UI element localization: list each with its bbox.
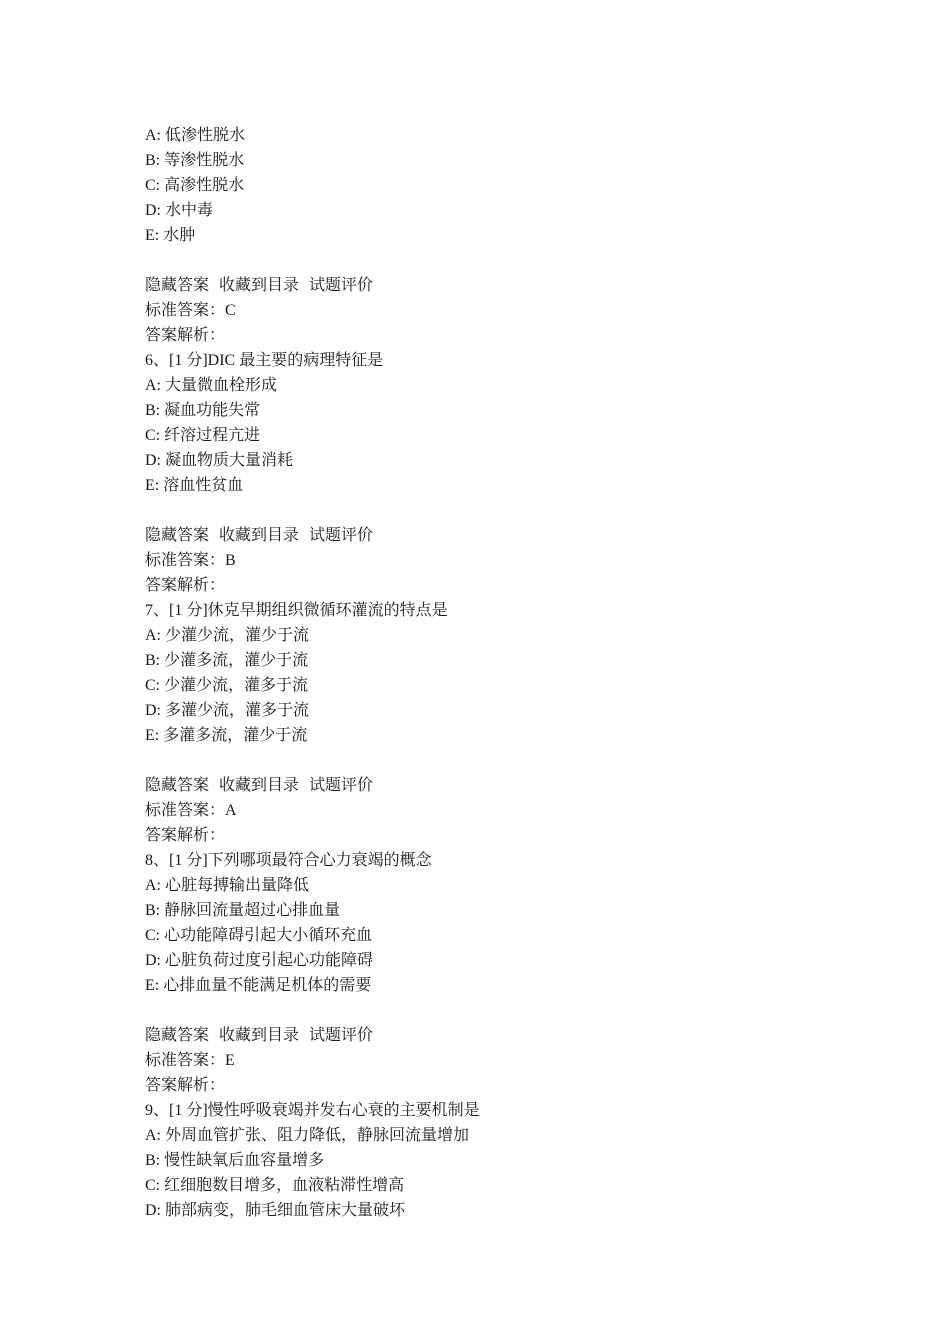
hide-answer-link[interactable]: 隐藏答案 xyxy=(145,277,210,294)
rate-question-link[interactable]: 试题评价 xyxy=(309,777,374,794)
rate-question-link[interactable]: 试题评价 xyxy=(309,277,374,294)
hide-answer-link[interactable]: 隐藏答案 xyxy=(145,1027,210,1044)
answer-option: C: 红细胞数目增多，血液粘滞性增高 xyxy=(145,1177,405,1194)
answer-actions xyxy=(145,273,845,298)
answer-option: A: 心脏每搏输出量降低 xyxy=(145,877,310,894)
answer-actions xyxy=(145,523,845,548)
answer-option: D: 肺部病变，肺毛细血管床大量破坏 xyxy=(145,1202,406,1219)
add-to-catalog-link[interactable]: 收藏到目录 xyxy=(219,777,300,794)
document-body xyxy=(145,123,845,1223)
rate-question-link[interactable]: 试题评价 xyxy=(309,527,374,544)
answer-analysis: 答案解析： xyxy=(145,577,226,594)
answer-option: D: 水中毒 xyxy=(145,202,214,219)
answer-option: D: 多灌少流，灌多于流 xyxy=(145,702,310,719)
blank-line xyxy=(145,498,845,523)
answer-actions xyxy=(145,773,845,798)
answer-analysis: 答案解析： xyxy=(145,1077,226,1094)
hide-answer-link[interactable]: 隐藏答案 xyxy=(145,527,210,544)
answer-option: A: 少灌少流，灌少于流 xyxy=(145,627,310,644)
add-to-catalog-link[interactable]: 收藏到目录 xyxy=(219,277,300,294)
add-to-catalog-link[interactable]: 收藏到目录 xyxy=(219,1027,300,1044)
blank-line xyxy=(145,998,845,1023)
answer-option: C: 心功能障碍引起大小循环充血 xyxy=(145,927,373,944)
standard-answer: 标准答案：A xyxy=(145,802,237,819)
standard-answer: 标准答案：B xyxy=(145,552,236,569)
answer-option: C: 纤溶过程亢进 xyxy=(145,427,261,444)
rate-question-link[interactable]: 试题评价 xyxy=(309,1027,374,1044)
answer-option: C: 高渗性脱水 xyxy=(145,177,245,194)
answer-option: C: 少灌少流，灌多于流 xyxy=(145,677,309,694)
answer-option: A: 大量微血栓形成 xyxy=(145,377,278,394)
question-title: 6、[1 分]DIC 最主要的病理特征是 xyxy=(145,352,384,369)
answer-analysis: 答案解析： xyxy=(145,327,226,344)
answer-option: E: 多灌多流，灌少于流 xyxy=(145,727,308,744)
answer-option: B: 静脉回流量超过心排血量 xyxy=(145,902,341,919)
answer-option: E: 溶血性贫血 xyxy=(145,477,244,494)
add-to-catalog-link[interactable]: 收藏到目录 xyxy=(219,527,300,544)
blank-line xyxy=(145,748,845,773)
answer-option: B: 少灌多流，灌少于流 xyxy=(145,652,309,669)
answer-actions xyxy=(145,1023,845,1048)
answer-option: E: 心排血量不能满足机体的需要 xyxy=(145,977,372,994)
question-title: 8、[1 分]下列哪项最符合心力衰竭的概念 xyxy=(145,852,432,869)
question-title: 9、[1 分]慢性呼吸衰竭并发右心衰的主要机制是 xyxy=(145,1102,480,1119)
question-title: 7、[1 分]休克早期组织微循环灌流的特点是 xyxy=(145,602,448,619)
answer-option: A: 外周血管扩张、阻力降低，静脉回流量增加 xyxy=(145,1127,470,1144)
standard-answer: 标准答案：E xyxy=(145,1052,235,1069)
answer-option: B: 等渗性脱水 xyxy=(145,152,245,169)
answer-option: D: 心脏负荷过度引起心功能障碍 xyxy=(145,952,374,969)
answer-option: D: 凝血物质大量消耗 xyxy=(145,452,294,469)
answer-option: B: 凝血功能失常 xyxy=(145,402,261,419)
answer-option: A: 低渗性脱水 xyxy=(145,127,246,144)
hide-answer-link[interactable]: 隐藏答案 xyxy=(145,777,210,794)
answer-analysis: 答案解析： xyxy=(145,827,226,844)
standard-answer: 标准答案：C xyxy=(145,302,236,319)
answer-option: B: 慢性缺氧后血容量增多 xyxy=(145,1152,325,1169)
answer-option: E: 水肿 xyxy=(145,227,196,244)
blank-line xyxy=(145,248,845,273)
